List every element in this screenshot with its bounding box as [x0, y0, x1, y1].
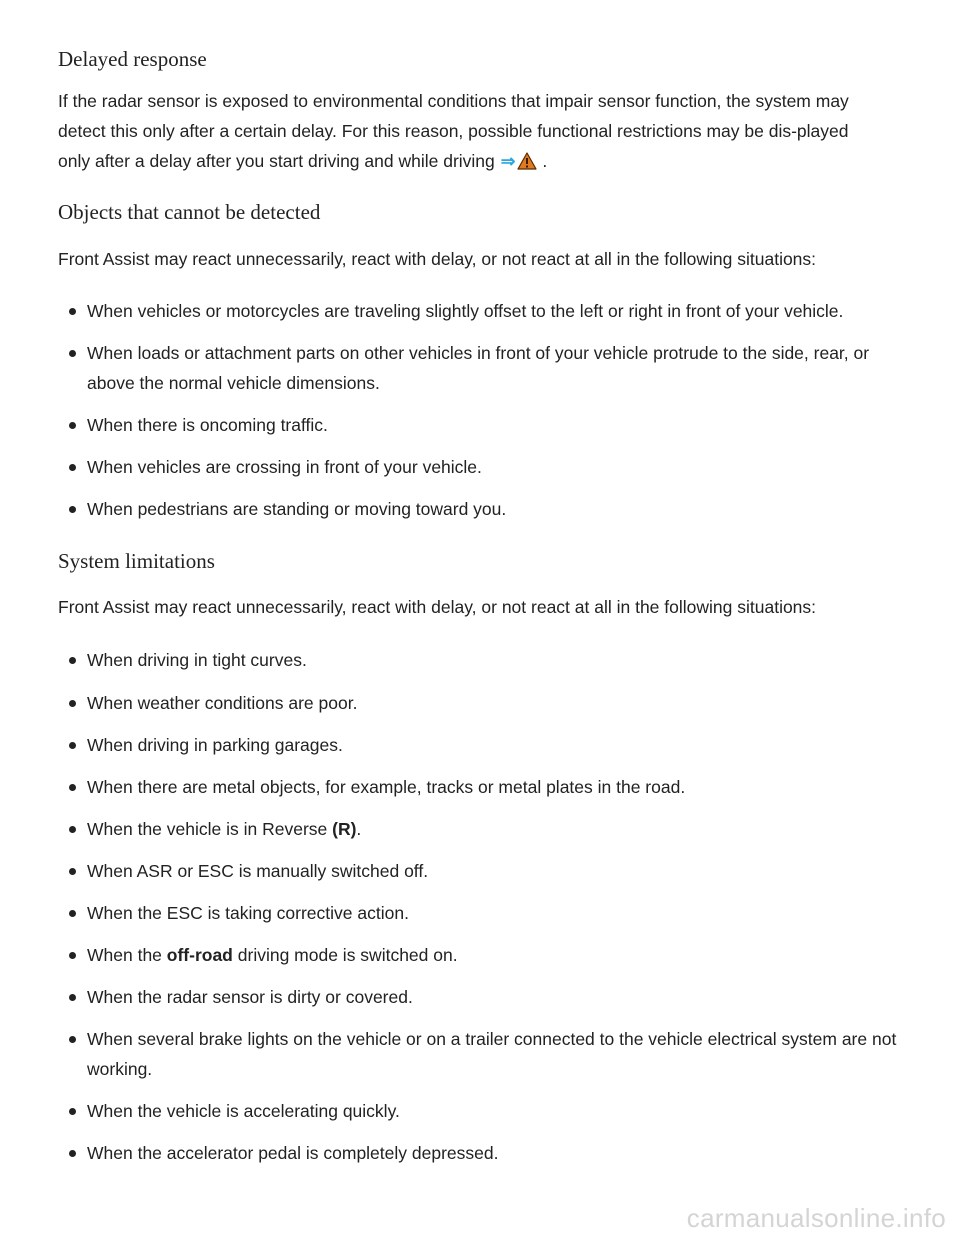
list-item	[58, 730, 908, 760]
list-item	[58, 1024, 908, 1084]
bullet	[69, 657, 76, 664]
warning-triangle-icon[interactable]	[517, 149, 537, 179]
list-item-text: When vehicles or motorcycles are traveling slightly offset to the left or right in front of your vehicle.	[87, 301, 844, 321]
objects-intro: Front Assist may react unnecessarily, react with delay, or not react at all in the following situations:	[58, 249, 817, 269]
list-item	[58, 410, 908, 440]
cross-reference-arrow[interactable]: ⇒	[500, 151, 516, 171]
list-item-text: When ASR or ESC is manually switched off.	[87, 861, 429, 881]
bullet	[69, 700, 76, 707]
list-item	[58, 688, 908, 718]
delayed-response-text: If the radar sensor is exposed to environmental conditions that impair sensor function, the system may detect this only after a certain delay. For this reason, possible functional restrictions may be dis-played only after a delay after you start driving and while driving	[58, 91, 849, 171]
list-item-text: When the accelerator pedal is completely depressed.	[87, 1143, 499, 1163]
delayed-response-paragraph	[58, 86, 878, 179]
list-item-text: When vehicles are crossing in front of your vehicle.	[87, 457, 482, 477]
list-item	[58, 645, 908, 675]
list-item	[58, 814, 908, 844]
list-item-text: When there are metal objects, for example, tracks or metal plates in the road.	[87, 777, 686, 797]
objects-list	[58, 296, 908, 524]
bullet	[69, 422, 76, 429]
bullet	[69, 826, 76, 833]
list-item	[58, 1138, 908, 1168]
list-item-text: When there is oncoming traffic.	[87, 415, 328, 435]
list-item	[58, 856, 908, 886]
list-item	[58, 898, 908, 928]
manual-page	[58, 0, 908, 1168]
bullet	[69, 742, 76, 749]
list-item-text: When the off-road driving mode is switched on.	[87, 945, 458, 965]
bullet	[69, 868, 76, 875]
bullet	[69, 506, 76, 513]
section-heading-objects-not-detected: Objects that cannot be detected	[58, 200, 321, 224]
list-item	[58, 772, 908, 802]
section-heading-system-limitations: System limitations	[58, 549, 215, 573]
list-item	[58, 338, 908, 398]
bullet	[69, 1150, 76, 1157]
bullet	[69, 784, 76, 791]
list-item	[58, 452, 908, 482]
section-heading-delayed-response: Delayed response	[58, 47, 207, 71]
limitations-intro: Front Assist may react unnecessarily, react with delay, or not react at all in the following situations:	[58, 597, 817, 617]
bullet	[69, 910, 76, 917]
bullet	[69, 952, 76, 959]
bullet	[69, 1036, 76, 1043]
list-item-text: When several brake lights on the vehicle or on a trailer connected to the vehicle electrical system are not working.	[87, 1029, 897, 1079]
delayed-response-trailing: .	[542, 151, 548, 171]
reverse-gear-label: (R)	[332, 819, 357, 839]
list-item-text: When loads or attachment parts on other vehicles in front of your vehicle protrude to the side, rear, or above the normal vehicle dimensions.	[87, 343, 870, 393]
limitations-list	[58, 645, 908, 1168]
list-item	[58, 296, 908, 326]
bullet	[69, 994, 76, 1001]
list-item-text: When pedestrians are standing or moving toward you.	[87, 499, 507, 519]
bullet	[69, 308, 76, 315]
list-item-text: When the ESC is taking corrective action.	[87, 903, 409, 923]
list-item-text: When weather conditions are poor.	[87, 693, 358, 713]
list-item-text: When the vehicle is accelerating quickly.	[87, 1101, 400, 1121]
list-item	[58, 940, 908, 970]
list-item-text: When driving in tight curves.	[87, 650, 307, 670]
watermark: carmanualsonline.info	[686, 1203, 946, 1233]
list-item	[58, 982, 908, 1012]
off-road-mode-label: off-road	[166, 945, 233, 965]
list-item-text: When the radar sensor is dirty or covered.	[87, 987, 413, 1007]
list-item	[58, 1096, 908, 1126]
list-item	[58, 494, 908, 524]
list-item-text: When the vehicle is in Reverse (R).	[87, 819, 362, 839]
bullet	[69, 464, 76, 471]
bullet	[69, 1108, 76, 1115]
bullet	[69, 350, 76, 357]
list-item-text: When driving in parking garages.	[87, 735, 343, 755]
